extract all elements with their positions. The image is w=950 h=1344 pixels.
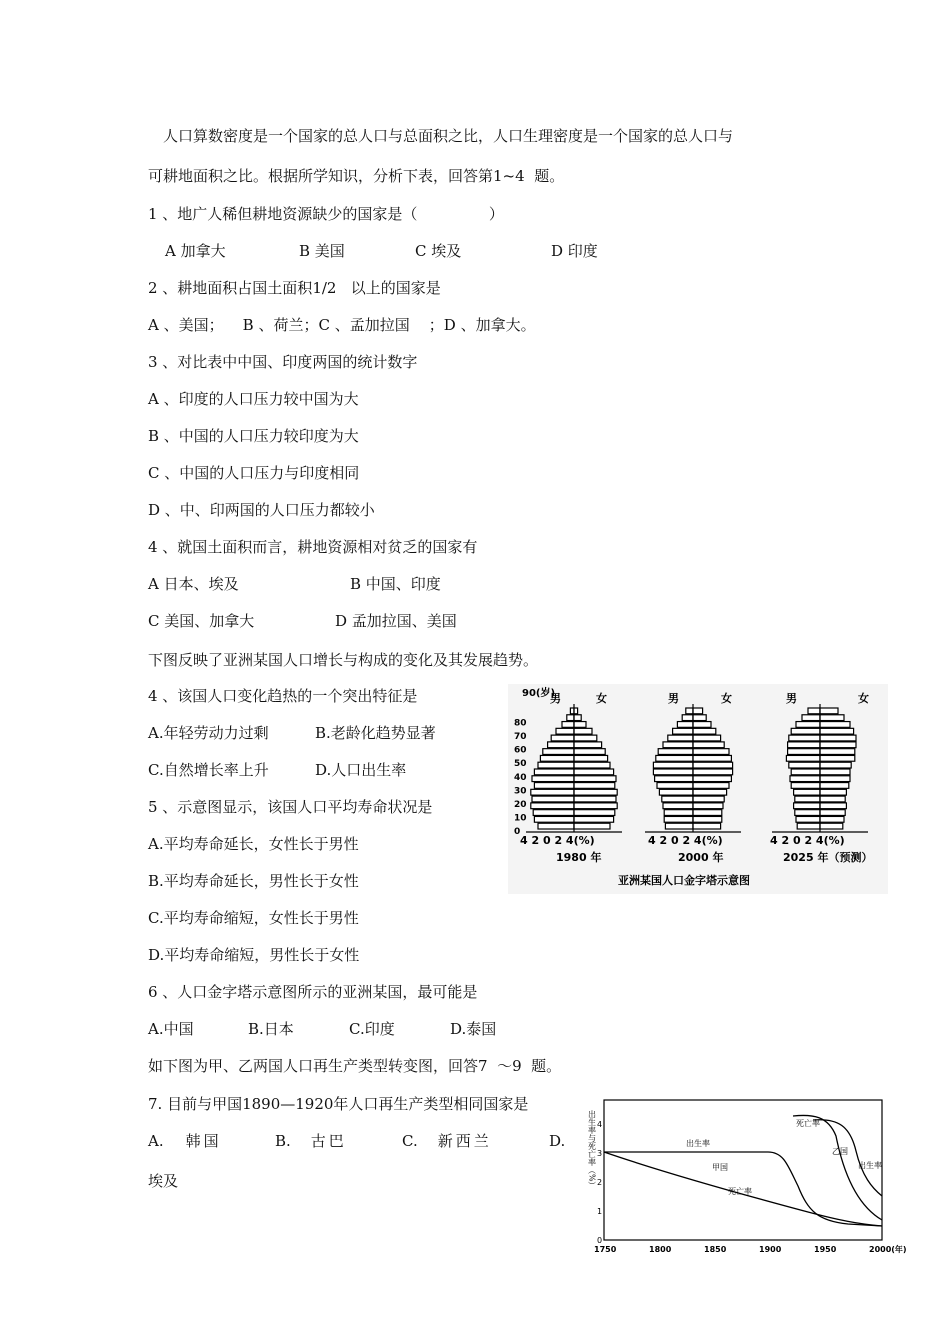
q1-option-d: D 印度 <box>551 242 598 260</box>
label-yi: 乙国 <box>832 1147 848 1156</box>
female-bar <box>693 715 706 721</box>
pyramid-3-year: 2025 年（预测） <box>783 851 873 864</box>
female-bar <box>820 742 856 748</box>
q4a-option-b: B 中国、印度 <box>350 575 441 593</box>
male-bar <box>682 715 693 721</box>
female-bar <box>693 735 721 741</box>
transition-y-tick: 3 <box>597 1149 603 1158</box>
female-bar <box>574 735 597 741</box>
age-tick-label: 30 <box>514 786 527 797</box>
female-bar <box>820 722 850 728</box>
label-birth-rate-right: 出生率 <box>858 1161 882 1170</box>
female-bar <box>574 796 616 802</box>
female-bar <box>693 762 733 768</box>
q3-option-d: D 、中、印两国的人口压力都较小 <box>148 501 375 519</box>
female-bar <box>820 755 855 761</box>
age-unit-label: 90(岁) <box>522 688 556 699</box>
female-label-2: 女 <box>721 692 732 705</box>
male-label-1: 男 <box>550 692 561 705</box>
female-bar <box>820 783 849 789</box>
male-bar <box>796 722 820 728</box>
female-bar <box>820 789 846 795</box>
female-bar <box>574 783 615 789</box>
male-bar <box>664 810 693 816</box>
female-bar <box>574 722 586 728</box>
pyramid-1-x-ticks: 4 2 0 2 4(%) <box>520 834 595 847</box>
q2-options: A 、美国； B 、荷兰；C 、孟加拉国 ；D 、加拿大。 <box>148 316 536 334</box>
pyramid-2-x-ticks: 4 2 0 2 4(%) <box>648 834 723 847</box>
male-bar <box>791 783 820 789</box>
q3-option-c: C 、中国的人口压力与印度相同 <box>148 464 360 482</box>
pyramid-1-year: 1980 年 <box>556 851 602 864</box>
section2-intro: 下图反映了亚洲某国人口增长与构成的变化及其发展趋势。 <box>148 651 539 669</box>
age-tick-label: 10 <box>514 813 527 824</box>
female-bar <box>693 742 724 748</box>
female-bar <box>693 789 727 795</box>
female-bar <box>693 816 722 822</box>
age-tick-label: 20 <box>514 799 527 810</box>
transition-y-tick: 1 <box>597 1207 603 1216</box>
male-bar <box>677 722 693 728</box>
female-label-1: 女 <box>596 692 607 705</box>
male-bar <box>794 803 820 809</box>
male-bar <box>686 708 693 714</box>
male-label-3: 男 <box>786 692 797 705</box>
q5-option-d: D.平均寿命缩短，男性长于女性 <box>148 946 360 964</box>
female-bar <box>820 762 851 768</box>
q4b-stem: 4 、该国人口变化趋热的一个突出特征是 <box>148 687 418 705</box>
male-bar <box>534 783 574 789</box>
q4a-stem: 4 、就国土面积而言，耕地资源相对贫乏的国家有 <box>148 538 478 556</box>
q7-option-d-text: 埃及 <box>148 1172 179 1190</box>
age-tick-label: 70 <box>514 732 527 743</box>
female-bar <box>574 728 592 734</box>
transition-y-tick: 2 <box>597 1178 603 1187</box>
transition-y-label: 出生率与死亡率（%） <box>588 1110 597 1190</box>
q4a-option-d: D 孟加拉国、美国 <box>335 612 457 630</box>
q4b-option-c: C.自然增长率上升 <box>148 761 269 779</box>
pyramid-age-axis <box>514 719 527 837</box>
transition-y-tick: 0 <box>597 1236 603 1245</box>
female-bar <box>820 715 844 721</box>
q1-stem: 1 、地广人稀但耕地资源缺少的国家是（ ） <box>148 205 504 223</box>
q4a-option-a: A 日本、埃及 <box>148 575 239 593</box>
transition-x-tick: 1900 <box>759 1245 782 1254</box>
q7-option-c <box>402 1131 492 1151</box>
q7-option-b-text: 古巴 <box>310 1132 347 1150</box>
female-bar <box>574 823 610 829</box>
male-bar <box>531 803 574 809</box>
male-bar <box>531 789 574 795</box>
section3-intro: 如下图为甲、乙两国人口再生产类型转变图，回答7 ～9 题。 <box>148 1057 562 1075</box>
q7-option-a <box>148 1131 222 1151</box>
q7-option-a-text: 韩国 <box>185 1132 222 1150</box>
male-bar <box>794 789 820 795</box>
male-bar <box>538 762 574 768</box>
transition-x-ticks <box>594 1244 907 1254</box>
label-birth-rate-top: 出生率 <box>686 1139 710 1148</box>
transition-figure <box>588 1096 910 1258</box>
male-bar <box>796 816 820 822</box>
male-bar <box>668 735 693 741</box>
q3-option-a: A 、印度的人口压力较中国为大 <box>148 390 359 408</box>
q7-stem: 7. 目前与甲国1890—1920年人口再生产类型相同国家是 <box>148 1095 529 1113</box>
label-jia: 甲国 <box>712 1163 728 1172</box>
male-bar <box>663 803 693 809</box>
q7-option-a-letter: A. <box>148 1132 164 1150</box>
label-death-rate-bottom: 死亡率 <box>728 1187 752 1196</box>
q6-option-c: C.印度 <box>349 1020 395 1038</box>
female-label-3: 女 <box>858 692 869 705</box>
female-bar <box>693 755 731 761</box>
pyramid-figure-title: 亚洲某国人口金字塔示意图 <box>618 874 750 887</box>
q6-stem: 6 、人口金字塔示意图所示的亚洲某国，最可能是 <box>148 983 478 1001</box>
q4b-option-a: A.年轻劳动力过剩 <box>148 724 269 742</box>
male-bar <box>789 735 820 741</box>
male-bar <box>790 776 820 782</box>
female-bar <box>574 776 616 782</box>
female-bar <box>574 755 608 761</box>
male-bar <box>653 769 693 775</box>
transition-plot-frame <box>604 1100 882 1240</box>
female-bar <box>820 708 838 714</box>
female-bar <box>693 749 729 755</box>
q7-option-b-letter: B. <box>275 1132 291 1150</box>
female-bar <box>574 762 610 768</box>
male-bar <box>664 816 693 822</box>
q4b-option-b: B.老龄化趋势显著 <box>315 724 436 742</box>
age-tick-label: 50 <box>514 759 527 770</box>
female-bar <box>820 803 846 809</box>
male-bar <box>534 816 574 822</box>
q5-stem: 5 、示意图显示，该国人口平均寿命状况是 <box>148 798 433 816</box>
female-bar <box>820 769 850 775</box>
transition-x-tick: 1750 <box>594 1245 617 1254</box>
q1-option-c: C 埃及 <box>415 242 462 260</box>
female-bar <box>693 708 703 714</box>
male-bar <box>659 789 693 795</box>
male-bar <box>789 762 820 768</box>
q1-option-a: A 加拿大 <box>165 242 226 260</box>
female-bar <box>574 803 617 809</box>
q6-option-d: D.泰国 <box>450 1020 497 1038</box>
yi-birth-rate-curve <box>813 1120 882 1196</box>
q7-option-c-text: 新西兰 <box>437 1132 492 1150</box>
female-bar <box>693 728 716 734</box>
male-bar <box>797 823 820 829</box>
female-bar <box>693 823 721 829</box>
transition-x-tick: 2000(年) <box>869 1245 907 1254</box>
transition-y-tick: 4 <box>597 1120 603 1129</box>
male-bar <box>786 755 820 761</box>
population-pyramid-figure <box>508 684 888 894</box>
male-bar <box>540 755 574 761</box>
q1-option-b: B 美国 <box>299 242 345 260</box>
male-bar <box>538 823 574 829</box>
female-bar <box>693 810 722 816</box>
male-bar <box>658 749 693 755</box>
transition-y-ticks <box>597 1120 602 1245</box>
female-bar <box>693 783 729 789</box>
female-bar <box>693 769 733 775</box>
intro-line-1: 人口算数密度是一个国家的总人口与总面积之比，人口生理密度是一个国家的总人口与 <box>163 127 734 145</box>
female-bar <box>574 749 605 755</box>
male-bar <box>673 728 693 734</box>
male-bar <box>788 749 820 755</box>
male-bar <box>788 742 820 748</box>
male-bar <box>548 742 574 748</box>
age-tick-label: 40 <box>514 772 527 783</box>
male-bar <box>653 762 693 768</box>
female-bar <box>574 742 602 748</box>
q5-option-a: A.平均寿命延长，女性长于男性 <box>148 835 359 853</box>
female-bar <box>574 816 614 822</box>
female-bar <box>820 728 854 734</box>
intro-line-2: 可耕地面积之比。根据所学知识，分析下表，回答第1~4 题。 <box>148 167 565 185</box>
male-bar <box>551 735 574 741</box>
male-bar <box>567 715 574 721</box>
male-bar <box>532 776 574 782</box>
age-tick-label: 80 <box>514 718 527 729</box>
female-bar <box>574 769 614 775</box>
female-bar <box>574 789 617 795</box>
male-bar <box>655 776 693 782</box>
male-bar <box>562 722 574 728</box>
transition-x-tick: 1800 <box>649 1245 672 1254</box>
male-bar <box>791 769 820 775</box>
q2-stem: 2 、耕地面积占国土面积1/2 以上的国家是 <box>148 279 441 297</box>
male-bar <box>795 796 820 802</box>
female-bar <box>574 715 581 721</box>
q7-option-d-letter: D. <box>549 1132 566 1150</box>
male-bar <box>663 742 693 748</box>
q6-option-b: B.日本 <box>248 1020 294 1038</box>
age-tick-label: 60 <box>514 745 527 756</box>
male-bar <box>657 783 693 789</box>
label-death-rate-top: 死亡率 <box>796 1119 820 1128</box>
male-bar <box>656 755 693 761</box>
male-bar <box>533 810 574 816</box>
q7-option-b <box>275 1131 347 1151</box>
female-bar <box>820 823 843 829</box>
female-bar <box>820 749 855 755</box>
female-bar <box>693 803 723 809</box>
female-bar <box>693 796 724 802</box>
male-bar <box>543 749 574 755</box>
q3-stem: 3 、对比表中中国、印度两国的统计数字 <box>148 353 418 371</box>
q7-option-c-letter: C. <box>402 1132 418 1150</box>
male-bar <box>795 810 820 816</box>
female-bar <box>820 776 850 782</box>
pyramid-3-x-ticks: 4 2 0 2 4(%) <box>770 834 845 847</box>
q5-option-c: C.平均寿命缩短，女性长于男性 <box>148 909 359 927</box>
female-bar <box>693 722 711 728</box>
female-bar <box>820 810 845 816</box>
female-bar <box>820 796 845 802</box>
pyramid-2-year: 2000 年 <box>678 851 724 864</box>
pyramid-bars <box>526 704 868 832</box>
male-bar <box>802 715 820 721</box>
male-bar <box>665 823 693 829</box>
age-tick-label: 0 <box>514 827 521 837</box>
male-bar <box>662 796 693 802</box>
q5-option-b: B.平均寿命延长，男性长于女性 <box>148 872 359 890</box>
female-bar <box>693 776 731 782</box>
male-bar <box>808 708 820 714</box>
male-bar <box>791 728 820 734</box>
q4b-option-d: D.人口出生率 <box>315 761 407 779</box>
male-bar <box>532 796 574 802</box>
female-bar <box>820 816 844 822</box>
female-bar <box>820 735 856 741</box>
male-bar <box>534 769 574 775</box>
male-bar <box>556 728 574 734</box>
transition-x-tick: 1850 <box>704 1245 727 1254</box>
q6-option-a: A.中国 <box>148 1020 194 1038</box>
male-label-2: 男 <box>668 692 679 705</box>
female-bar <box>574 810 615 816</box>
transition-x-tick: 1950 <box>814 1245 837 1254</box>
q3-option-b: B 、中国的人口压力较印度为大 <box>148 427 359 445</box>
q4a-option-c: C 美国、加拿大 <box>148 612 255 630</box>
